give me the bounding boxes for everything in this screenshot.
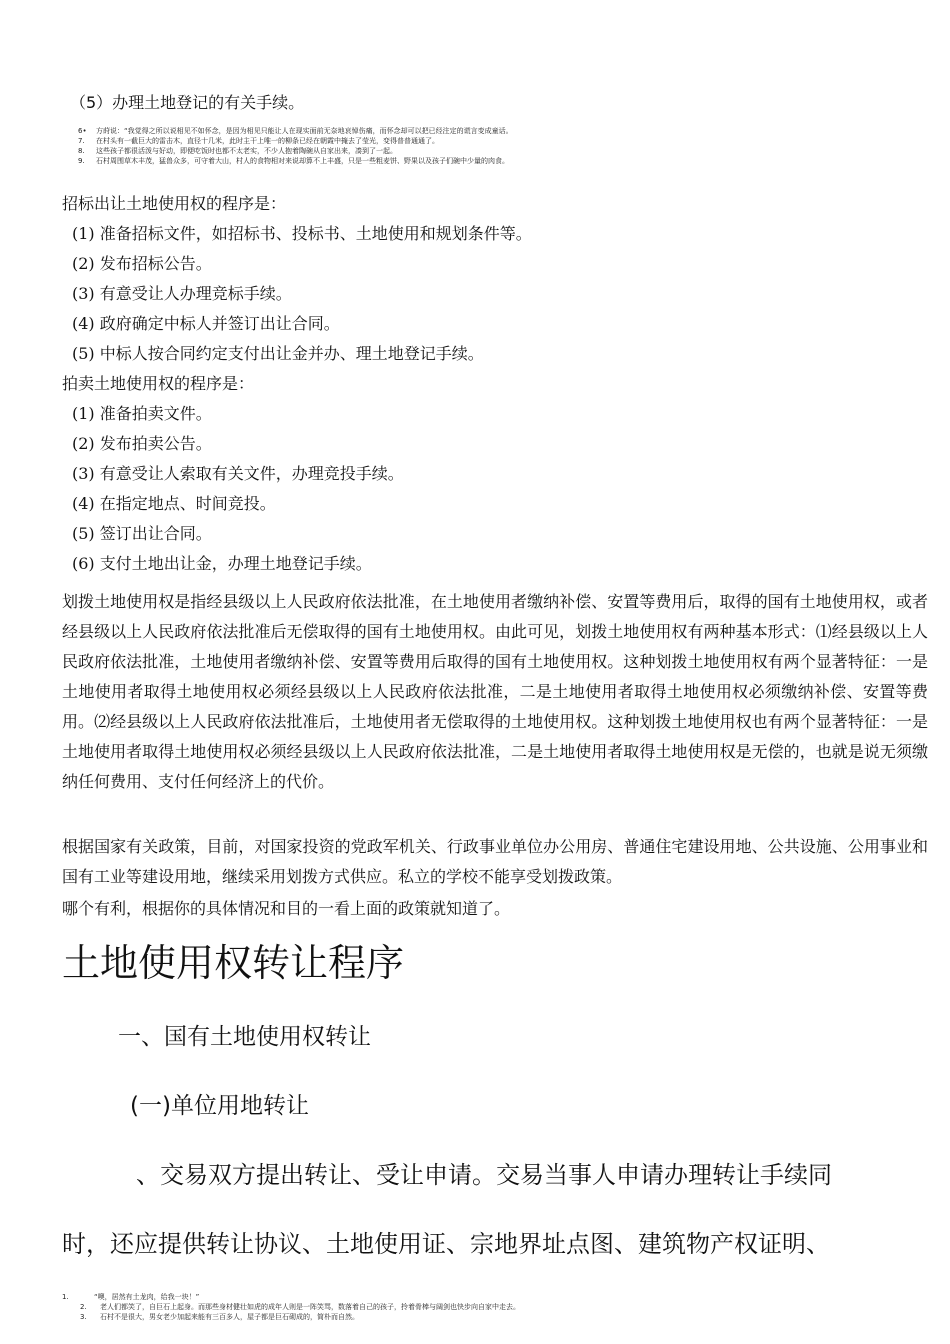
note-number: 6•: [78, 127, 87, 135]
footnote-text: “噢，居然有土龙肉，给我一块！”: [94, 1293, 200, 1301]
note-number: 7.: [78, 137, 85, 145]
footnote-text: 石村不是很大，男女老少加起来能有三百多人，屋子都是巨石砌成的，简朴而自然。: [100, 1313, 359, 1321]
procedure-lists: [62, 189, 532, 579]
note-number: 9.: [78, 157, 85, 165]
section-heading: 拍卖土地使用权的程序是：: [62, 374, 255, 393]
list-item: (3) 有意受让人办理竞标手续。: [72, 284, 292, 303]
list-item: (3) 有意受让人索取有关文件，办理竞投手续。: [72, 464, 404, 483]
tiny-note: [78, 136, 513, 146]
note-text: 石村周围草木丰茂，猛兽众多，可守着大山，村人的食物相对来说却算不上丰盛，只是一些粗麦饼、野果以及孩子们碗中少量的肉食。: [96, 157, 509, 165]
footnote-number: 3.: [80, 1313, 87, 1321]
list-item: (4) 在指定地点、时间竞投。: [72, 494, 276, 513]
list-item: (1) 准备招标文件，如招标书、投标书、土地使用和规划条件等。: [72, 224, 532, 243]
paragraph-conclusion: 哪个有利，根据你的具体情况和目的一看上面的政策就知道了。: [62, 899, 511, 918]
page-title: 土地使用权转让程序: [62, 941, 405, 985]
note-text: 方莳说：“我觉得之所以说相见不如怀念，是因为相见只能让人在现实面前无奈地哀悼伤痛，而怀念却可以把已经注定的谎言变成童话。: [96, 127, 513, 135]
note-number: 8.: [78, 147, 85, 155]
footnote-text: 老人们都笑了，自巨石上起身。而那些身材健壮如虎的成年人则是一阵笑骂，数落着自己的孩子，拎着骨棒与阔剑也快步向自家中走去。: [100, 1303, 520, 1311]
tiny-note: [78, 126, 513, 136]
list-item-top: （5）办理土地登记的有关手续。: [70, 93, 305, 112]
list-item: (2) 发布招标公告。: [72, 254, 212, 273]
heading-level2: (一)单位用地转让: [130, 1093, 309, 1119]
footnote: [62, 1312, 520, 1322]
paragraph-policy: 根据国家有关政策，目前，对国家投资的党政军机关、行政事业单位办公用房、普通住宅建设用地、公共设施、公用事业和国有工业等建设用地，继续采用划拨方式供应。私立的学校不能享受划拨政策。: [62, 837, 928, 886]
footnote: [62, 1302, 520, 1312]
footnotes: [62, 1292, 520, 1322]
list-item: (6) 支付土地出让金，办理土地登记手续。: [72, 554, 372, 573]
section-heading: 招标出让土地使用权的程序是：: [62, 194, 287, 213]
tiny-note: [78, 156, 513, 166]
list-item: (5) 中标人按合同约定支付出让金并办、理土地登记手续。: [72, 344, 484, 363]
paragraph-allocation: 划拨土地使用权是指经县级以上人民政府依法批准，在土地使用者缴纳补偿、安置等费用后，取得的国有土地使用权，或者经县级以上人民政府依法批准后无偿取得的国有土地使用权。由此可见，划拨土地使用权有两种基本形式：⑴经县级以上人民政府依法批准，土地使用者缴纳补偿、安置等费用后取得的国有土地使用权。这种划拨土地使用权有两个显著特征：一是土地使用者取得土地使用权必须经县级以上人民政府依法批准，二是土地使用者取得土地使用权必须缴纳补偿、安置等费用。⑵经县级以上人民政府依法批准后，土地使用者无偿取得的土地使用权。这种划拨土地使用权也有两个显著特征：一是土地使用者取得土地使用权必须经县级以上人民政府依法批准，二是土地使用者取得土地使用权是无偿的，也就是说无须缴纳任何费用、支付任何经济上的代价。: [62, 592, 928, 791]
footnote-number: 2.: [80, 1303, 87, 1311]
list-item: (4) 政府确定中标人并签订出让合同。: [72, 314, 340, 333]
heading-level1: 一、国有土地使用权转让: [118, 1024, 371, 1050]
tiny-note: [78, 146, 513, 156]
footnote: [62, 1292, 520, 1302]
list-item: (1) 准备拍卖文件。: [72, 404, 212, 423]
tiny-notes: [78, 126, 513, 166]
note-text: 在村头有一截巨大的雷击木，直径十几米，此时主干上唯一的柳条已经在朝霞中掩去了莹光，变得普普通通了。: [96, 137, 439, 145]
body-line: 、交易双方提出转让、受让申请。交易当事人申请办理转让手续同: [136, 1161, 832, 1189]
list-item: (2) 发布拍卖公告。: [72, 434, 212, 453]
body-line: 时，还应提供转让协议、土地使用证、宗地界址点图、建筑物产权证明、: [62, 1230, 830, 1258]
list-item: (5) 签订出让合同。: [72, 524, 212, 543]
footnote-number: 1.: [62, 1293, 69, 1301]
note-text: 这些孩子都很活泼与好动，即便吃饭时也都不太老实，不少人抱着陶碗从自家出来，凑到了一起。: [96, 147, 397, 155]
